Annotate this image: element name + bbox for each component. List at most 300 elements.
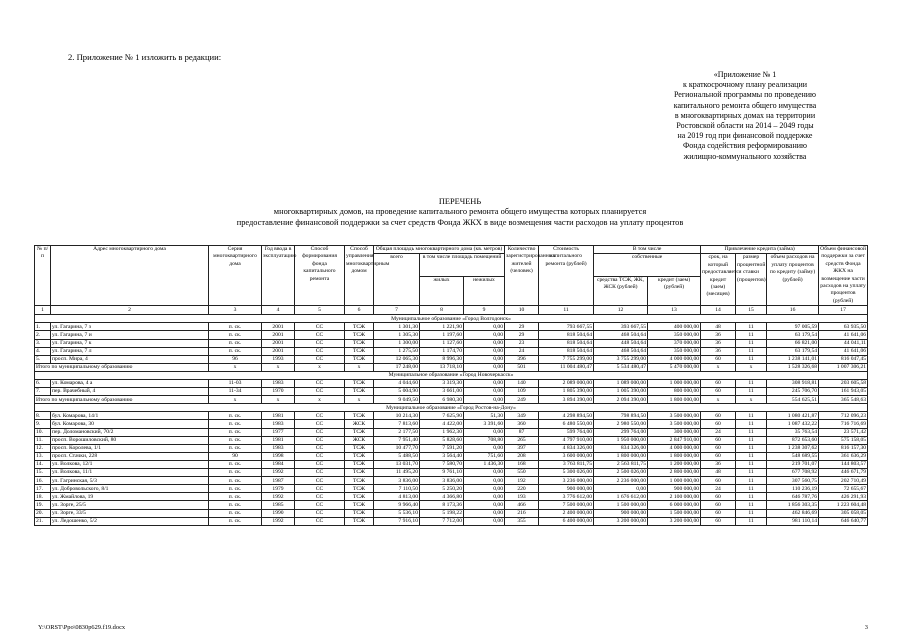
table-cell: 3 600 000,00 [539, 452, 594, 460]
table-row [35, 388, 868, 396]
table-cell: 646 787,76 [767, 493, 819, 501]
table-cell: 44 041,11 [819, 339, 868, 347]
header-cell: нежилых [464, 276, 505, 306]
table-cell: 0,00 [464, 493, 505, 501]
table-cell: ул. Гагарина, 7 и [51, 331, 209, 339]
table-cell: 2 847 910,00 [648, 436, 701, 444]
table-cell: 1 275,50 [374, 347, 420, 355]
table-cell: 4 000 000,00 [648, 444, 701, 452]
table-cell: 12 065,30 [374, 355, 420, 363]
table-cell: 550 [505, 469, 539, 477]
table-cell: 7 625,90 [420, 412, 464, 420]
table-cell: 1 436,30 [464, 460, 505, 468]
table-cell: 3 776 612,00 [539, 493, 594, 501]
table-cell: 4 044,60 [374, 380, 420, 388]
column-number: 2 [51, 306, 209, 315]
table-cell: 24 [505, 347, 539, 355]
appendix-line: капитального ремонта общего имущества [673, 100, 817, 110]
table-cell: 11-34 [209, 388, 262, 396]
table-cell: СС [295, 380, 345, 388]
table-cell: п. ск. [209, 347, 262, 355]
table-row [35, 452, 868, 460]
list-subtitle-line1: многоквартирных домов, на проведение капитального ремонта общего имущества которых планируется [273, 207, 647, 217]
table-cell: п. ск. [209, 436, 262, 444]
table-cell: 11 495,20 [374, 469, 420, 477]
table-cell: 11 [736, 323, 767, 331]
total-cell: 9 049,50 [374, 396, 420, 404]
table-cell: 7 916,10 [374, 517, 420, 525]
table-cell: 24 [701, 485, 736, 493]
appendix-line: «Приложение № 1 [713, 70, 777, 79]
table-cell: 60 [701, 412, 736, 420]
municipality-title: Муниципальное образование «Город Ростов-на-Дону» [35, 404, 868, 412]
table-cell: 0,00 [464, 444, 505, 452]
table-cell: 793 667,55 [539, 323, 594, 331]
table-cell: 1981 [262, 436, 295, 444]
table-cell: 11 [736, 355, 767, 363]
total-cell: 6 980,30 [420, 396, 464, 404]
table-cell: 11 [736, 339, 767, 347]
total-label: Итого по муниципальному образованию [35, 396, 209, 404]
table-cell: 29 [505, 323, 539, 331]
table-cell: 1970 [262, 388, 295, 396]
table-row [35, 517, 868, 525]
table-cell: 426 291,93 [819, 493, 868, 501]
table-cell: 2. [35, 331, 51, 339]
table-cell: 72 655,67 [819, 485, 868, 493]
table-cell: 202 710,49 [819, 477, 868, 485]
table-row [35, 339, 868, 347]
table-cell: 11 [736, 331, 767, 339]
table-cell: 11 [736, 436, 767, 444]
total-cell: х [736, 396, 767, 404]
table-cell: 11 [736, 469, 767, 477]
table-cell: 4 813,00 [374, 493, 420, 501]
total-row [35, 363, 868, 371]
column-number: 9 [464, 306, 505, 315]
table-cell: ТСЖ [345, 517, 374, 525]
table-cell: 11 [736, 380, 767, 388]
table-row [35, 355, 868, 363]
table-cell: 0,00 [464, 380, 505, 388]
table-row [35, 436, 868, 444]
table-cell: 900 000,00 [648, 485, 701, 493]
table-cell: СС [295, 477, 345, 485]
list-subtitle-line2: предоставление финансовой поддержки за счет средств Фонда ЖКХ в виде возмещения части расходов на уплату процентов [236, 217, 684, 227]
table-cell: ул. Зорге, 25/5 [51, 501, 209, 509]
table-cell: 397 [505, 444, 539, 452]
table-cell: 8 173,36 [420, 501, 464, 509]
table-cell: 7 110,50 [374, 485, 420, 493]
table-cell: 3 236 000,00 [539, 477, 594, 485]
total-cell: х [345, 396, 374, 404]
header-cell: Объем финансовой поддержки за счет средств Фонда ЖКХ на возмещение части расходов на уплату процентов (рублей) [820, 246, 866, 304]
table-cell: 1979 [262, 485, 295, 493]
table-cell: ТСЖ [345, 493, 374, 501]
table-cell: ТСЖ [345, 501, 374, 509]
total-cell: 3 894 390,00 [539, 396, 594, 404]
municipality-title: Муниципальное образование «Город Волгодонск» [35, 315, 868, 323]
table-cell: СС [295, 517, 345, 525]
table-cell: 11 [736, 477, 767, 485]
total-cell: х [295, 396, 345, 404]
table-cell: 36 [701, 339, 736, 347]
total-cell: х [736, 363, 767, 371]
table-cell: ул. Жмайлова, 19 [51, 493, 209, 501]
table-cell: 2 100 000,00 [648, 493, 701, 501]
table-cell: 11 [736, 485, 767, 493]
header-cell: Привлечение кредита (займа) [701, 246, 819, 254]
table-cell: 9 966,40 [374, 501, 420, 509]
table-cell: 0,00 [464, 323, 505, 331]
table-cell: 36 [701, 347, 736, 355]
table-cell: СС [295, 388, 345, 396]
table-cell: 1985 [262, 501, 295, 509]
table-row [35, 501, 868, 509]
table-cell: 4 366,80 [420, 493, 464, 501]
total-cell: 554 625,51 [767, 396, 819, 404]
total-cell: 5 470 000,00 [648, 363, 701, 371]
table-cell: 1 089 000,00 [594, 380, 648, 388]
total-cell: 5 534 480,47 [594, 363, 648, 371]
table-cell: 3 319,30 [420, 380, 464, 388]
table-cell: 307 560,75 [767, 477, 819, 485]
table-cell: 2 500 026,00 [594, 469, 648, 477]
table-cell: 1987 [262, 477, 295, 485]
table-cell: 2 563 811,75 [594, 460, 648, 468]
table-cell: 208 [505, 452, 539, 460]
total-cell: 1 800 000,00 [648, 396, 701, 404]
table-cell: 3 564,40 [420, 452, 464, 460]
table-cell: 1 080 421,87 [767, 412, 819, 420]
table-cell: 4 298 894,50 [539, 412, 594, 420]
table-cell: 5 300 026,00 [539, 469, 594, 477]
table-cell: 1 301,30 [374, 323, 420, 331]
table-cell: ул. Зорге, 33/5 [51, 509, 209, 517]
table-cell: 708,80 [464, 436, 505, 444]
table-cell: 548 689,55 [767, 452, 819, 460]
table-cell: СС [295, 412, 345, 420]
table-cell: п. ск. [209, 517, 262, 525]
column-number: 13 [648, 306, 701, 315]
total-cell: 1 007 306,21 [819, 363, 868, 371]
table-cell: 1 197,60 [420, 331, 464, 339]
table-row [35, 493, 868, 501]
table-cell: 1977 [262, 428, 295, 436]
column-number: 6 [345, 306, 374, 315]
table-cell: 1 962,30 [420, 428, 464, 436]
table-cell: 5. [35, 355, 51, 363]
table-cell: 2001 [262, 347, 295, 355]
table-cell: 1 127,60 [420, 339, 464, 347]
column-numbers-row [35, 306, 868, 315]
table-cell: ТСЖ [345, 355, 374, 363]
table-cell: 3 391,60 [464, 420, 505, 428]
table-row [35, 444, 868, 452]
table-cell: 60 [701, 501, 736, 509]
table-cell: 355 [505, 517, 539, 525]
table-cell: 1993 [262, 355, 295, 363]
table-row [35, 469, 868, 477]
table-row [35, 412, 868, 420]
column-number: 14 [701, 306, 736, 315]
table-cell: 1992 [262, 493, 295, 501]
table-cell: ул. Гагарина, 7 к [51, 339, 209, 347]
header-cell: Год ввода в эксплуатацию [262, 246, 295, 306]
appendix-line: на 2019 год при финансовой поддержке [677, 131, 813, 141]
table-cell: ул. Ледошенко, 5/2 [51, 517, 209, 525]
table-cell: 63 179,54 [767, 331, 819, 339]
header-cell: средства ТСЖ, ЖК, ЖСК (рублей) [594, 276, 648, 306]
table-cell: 11 [736, 452, 767, 460]
table-cell: ТСЖ [345, 477, 374, 485]
table-cell: 14. [35, 460, 51, 468]
table-cell: просп. Королева, 1/1 [51, 444, 209, 452]
column-number: 8 [420, 306, 464, 315]
table-cell: 60 [701, 517, 736, 525]
table-row [35, 420, 868, 428]
table-cell: ул. Гагарина, 7 з [51, 323, 209, 331]
table-cell: 5 198,22 [420, 509, 464, 517]
total-cell: х [701, 396, 736, 404]
table-cell: 16. [35, 477, 51, 485]
table-cell: 400 000,00 [648, 323, 701, 331]
table-cell: ул. Комарова, 4 а [51, 380, 209, 388]
table-cell: 13. [35, 452, 51, 460]
municipality-row [35, 404, 868, 412]
table-cell: 60 [701, 380, 736, 388]
table-cell: 2001 [262, 323, 295, 331]
file-path: Y:\ORST\Ppo\0830p629.f19.docx [38, 624, 126, 631]
table-cell: 0,00 [464, 485, 505, 493]
table-cell: 2 177,50 [374, 428, 420, 436]
table-cell: 716 716,69 [819, 420, 868, 428]
table-cell: СС [295, 331, 345, 339]
total-cell: 249 [505, 396, 539, 404]
table-cell: 36 [701, 460, 736, 468]
table-cell: 3 200 000,00 [648, 517, 701, 525]
table-cell: 0,00 [464, 428, 505, 436]
table-cell: 468 504,64 [594, 347, 648, 355]
total-cell: 0,00 [464, 396, 505, 404]
table-cell: 2 089 000,00 [539, 380, 594, 388]
table-cell: 4 422,00 [420, 420, 464, 428]
table-cell: 3 836,00 [420, 477, 464, 485]
table-cell: 63 935,50 [819, 323, 868, 331]
table-cell: СС [295, 509, 345, 517]
table-cell: 2 236 000,00 [594, 477, 648, 485]
table-cell: 677 708,92 [767, 469, 819, 477]
table-cell: СС [295, 469, 345, 477]
table-cell: 5 536,10 [374, 509, 420, 517]
table-cell: 12. [35, 444, 51, 452]
table-cell: 60 [701, 436, 736, 444]
municipality-title: Муниципальное образование «Город Новочеркасск» [35, 371, 868, 379]
table-cell: пер. Врачебный, 4 [51, 388, 209, 396]
table-cell: СС [295, 436, 345, 444]
table-cell: 712 096,23 [819, 412, 868, 420]
table-cell: п. ск. [209, 323, 262, 331]
table-cell: 900 000,00 [539, 485, 594, 493]
table-cell: 7 951,40 [374, 436, 420, 444]
table-cell: ТСЖ [345, 428, 374, 436]
total-cell: х [345, 363, 374, 371]
table-cell: ул. Гагринская, 5/3 [51, 477, 209, 485]
table-cell: 13 031,70 [374, 460, 420, 468]
table-cell: ТСЖ [345, 460, 374, 468]
table-cell: 0,00 [464, 331, 505, 339]
table-cell: 11 [736, 501, 767, 509]
table-cell: ТСЖ [345, 339, 374, 347]
table-cell: 7 813,60 [374, 420, 420, 428]
table-cell: 5 828,60 [420, 436, 464, 444]
appendix-line: жилищно-коммунального хозяйства [683, 151, 807, 161]
table-cell: п. ск. [209, 501, 262, 509]
header-cell: в том числе площадь помещений [420, 254, 505, 276]
table-cell: ТСЖ [345, 452, 374, 460]
table-row [35, 509, 868, 517]
table-row [35, 331, 868, 339]
header-cell: Серия многоквартирного дома [209, 246, 262, 306]
table-cell: 87 [505, 428, 539, 436]
table-cell: 140 [505, 380, 539, 388]
table-cell: 2001 [262, 339, 295, 347]
table-cell: 63 179,54 [767, 347, 819, 355]
table-cell: 35 763,54 [767, 428, 819, 436]
table-cell: 0,00 [464, 469, 505, 477]
table-cell: СС [295, 460, 345, 468]
table-cell: 203 605,58 [819, 380, 868, 388]
header-cell: № п/п [35, 246, 51, 306]
table-cell: 11 [736, 420, 767, 428]
table-cell: 6. [35, 380, 51, 388]
column-number: 3 [209, 306, 262, 315]
table-cell: 20. [35, 509, 51, 517]
table-cell: 1981 [262, 412, 295, 420]
table-cell: 350 000,00 [648, 331, 701, 339]
table-cell: 11 [736, 388, 767, 396]
table-cell: ТСЖ [345, 469, 374, 477]
table-cell: 11 [736, 493, 767, 501]
table-cell: 2 400 000,00 [539, 509, 594, 517]
column-number: 4 [262, 306, 295, 315]
total-cell: 11 004 480,47 [539, 363, 594, 371]
table-cell: 466 [505, 501, 539, 509]
header-cell: В том числе [594, 246, 701, 254]
table-cell: 60 [701, 355, 736, 363]
table-cell: 0,00 [594, 485, 648, 493]
table-cell: ТСЖ [345, 347, 374, 355]
table-cell: п. ск. [209, 460, 262, 468]
table-cell: СС [295, 493, 345, 501]
table-cell: 299 764,00 [594, 428, 648, 436]
table-cell: 5 488,50 [374, 452, 420, 460]
table-cell: 360 [505, 420, 539, 428]
table-cell: 1 005 390,00 [594, 388, 648, 396]
table-cell: 19. [35, 501, 51, 509]
table-cell: 60 [701, 477, 736, 485]
table-cell: 446 671,79 [819, 469, 868, 477]
table-cell: 646 640,77 [819, 517, 868, 525]
table-cell: 468 504,64 [594, 331, 648, 339]
table-cell: 24 [701, 428, 736, 436]
table-cell: СС [295, 339, 345, 347]
header-cell: Способ управления многоквартирным домом [345, 246, 374, 306]
table-cell: 144 803,57 [819, 460, 868, 468]
table-cell: ТСЖ [345, 323, 374, 331]
total-cell: х [295, 363, 345, 371]
table-cell: 220 [505, 485, 539, 493]
table-row [35, 485, 868, 493]
table-cell: 900 000,00 [594, 509, 648, 517]
table-cell: 300 000,00 [648, 428, 701, 436]
table-cell: 1984 [262, 460, 295, 468]
column-number: 7 [374, 306, 420, 315]
table-cell: п. ск. [209, 339, 262, 347]
table-cell: 2 800 000,00 [648, 469, 701, 477]
table-cell: 11 [736, 412, 767, 420]
table-cell: СС [295, 428, 345, 436]
table-cell: 60 [701, 493, 736, 501]
table-cell: 29 [505, 331, 539, 339]
total-cell: х [701, 363, 736, 371]
table-cell: п. ск. [209, 509, 262, 517]
table-cell: 1 800 000,00 [594, 452, 648, 460]
table-cell: 11. [35, 436, 51, 444]
table-cell: 0,00 [464, 388, 505, 396]
total-cell: 365 548,63 [819, 396, 868, 404]
table-cell: 216 [505, 509, 539, 517]
table-cell: 90 [209, 452, 262, 460]
table-cell: 0,00 [464, 517, 505, 525]
table-cell: 349 [505, 412, 539, 420]
table-cell: 1 856 303,35 [767, 501, 819, 509]
table-cell: 1 087 432,22 [767, 420, 819, 428]
table-cell: п. ск. [209, 444, 262, 452]
table-cell: 7 755 299,00 [539, 355, 594, 363]
table-cell: 6 000 000,00 [648, 501, 701, 509]
houses-table [34, 245, 868, 526]
table-cell: 816 047,45 [819, 355, 868, 363]
table-cell: 1983 [262, 380, 295, 388]
total-cell: х [209, 396, 262, 404]
table-cell: 11 [736, 428, 767, 436]
column-number: 15 [736, 306, 767, 315]
table-cell: 798 894,50 [594, 412, 648, 420]
table-cell: ТСЖ [345, 380, 374, 388]
table-cell: 11 [736, 517, 767, 525]
table-cell: ТСЖ [345, 509, 374, 517]
table-cell: ул. Волкова, 11/1 [51, 469, 209, 477]
table-cell: ТСЖ [345, 485, 374, 493]
table-cell: 1 200 000,00 [648, 460, 701, 468]
table-cell: 751,60 [464, 452, 505, 460]
table-cell: 599 764,00 [539, 428, 594, 436]
appendix-line: в многоквартирных домах на территории [674, 110, 816, 120]
table-cell: 18. [35, 493, 51, 501]
total-cell: 2 094 390,00 [594, 396, 648, 404]
total-cell: 501 [505, 363, 539, 371]
table-cell: 4 797 910,00 [539, 436, 594, 444]
table-cell: 11 [736, 347, 767, 355]
table-cell: 9. [35, 420, 51, 428]
table-cell: 41 641,06 [819, 331, 868, 339]
table-cell: 5 250,20 [420, 485, 464, 493]
table-cell: 21. [35, 517, 51, 525]
table-cell: 5 004,90 [374, 388, 420, 396]
total-cell: 17 248,00 [374, 363, 420, 371]
table-cell: 66 821,00 [767, 339, 819, 347]
